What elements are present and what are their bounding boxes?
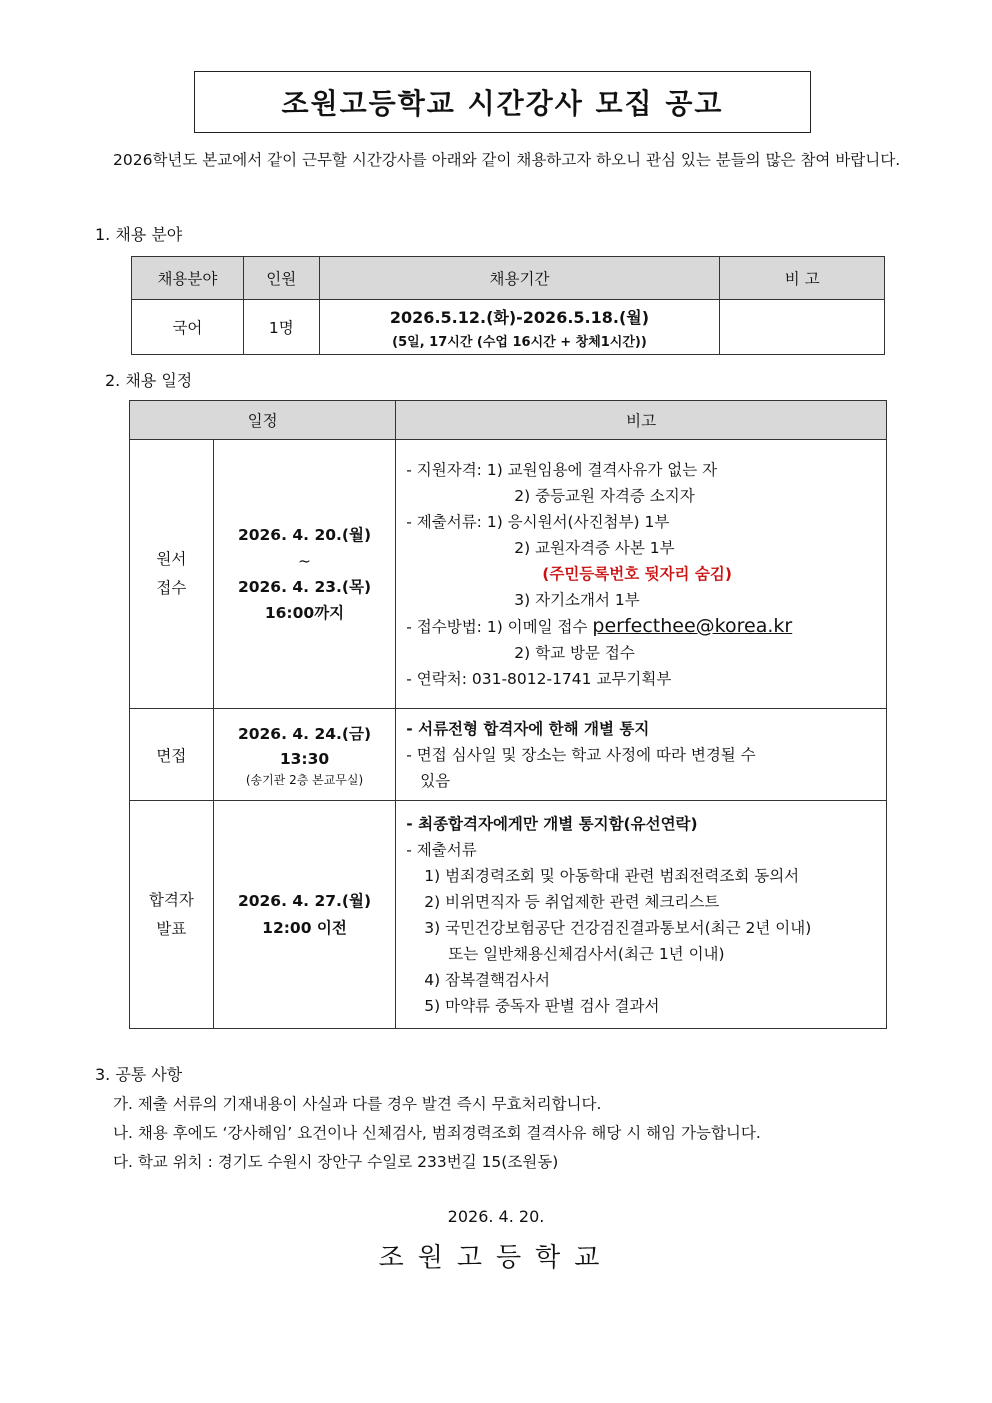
application-date [213,440,396,709]
application-line-id-notice: (주민등록번호 뒷자리 숨김) [542,564,732,583]
result-line-4: 2) 비위면직자 등 취업제한 관련 체크리스트 [424,892,720,911]
page-title-text: 조원고등학교 시간강사 모집 공고 [281,87,724,120]
application-line-documents: - 제출서류: 1) 응시원서(사진첨부) 1부 [406,512,670,531]
application-line-documents3: 3) 자기소개서 1부 [514,590,640,609]
result-date-text: 2026. 4. 27.(월) [237,891,372,910]
result-label-line2: 발표 [156,919,187,938]
common-notes [113,1090,761,1177]
result-line-7: 4) 잠복결핵검사서 [424,970,550,989]
application-method-text: - 접수방법: 1) 이메일 접수 [406,617,588,636]
header-schedule: 일정 [130,401,396,440]
section3-heading: 3. 공통 사항 [95,1065,183,1084]
period-detail: (5일, 17시간 (수업 16시간 + 창체1시간)) [392,334,647,350]
email-link[interactable]: perfecthee@korea.kr [592,614,793,637]
application-date-tilde: ~ [298,552,311,570]
application-label-line2: 접수 [156,579,187,597]
cell-note [720,300,885,355]
interview-line-3: 있음 [420,771,451,790]
application-date-end: 2026. 4. 23.(목) [237,578,372,596]
cell-period [319,300,720,355]
school-name: 조원고등학교 [378,1243,614,1273]
result-line-8: 5) 마약류 중독자 판별 검사 결과서 [424,996,660,1015]
header-field: 채용분야 [132,257,244,300]
cell-count: 1명 [243,300,319,355]
result-line-1: - 최종합격자에게만 개별 통지함(유선연락) [406,814,698,833]
result-label [130,801,214,1029]
period-dates: 2026.5.12.(화)-2026.5.18.(월) [389,307,650,327]
result-label-line1: 합격자 [148,890,194,909]
note-item-ga: 가. 제출 서류의 기재내용이 사실과 다를 경우 발견 즉시 무효처리합니다. [113,1095,602,1113]
application-time: 16:00까지 [264,604,345,622]
page-title [194,71,811,133]
section2-heading: 2. 채용 일정 [105,371,193,390]
result-date [213,801,396,1029]
interview-label: 면접 [130,709,214,801]
intro-paragraph: 2026학년도 본교에서 같이 근무할 시간강사를 아래와 같이 채용하고자 하오니 관심 있는 분들의 많은 참여 바랍니다. [113,151,901,169]
cell-field: 국어 [132,300,244,355]
announcement-date: 2026. 4. 20. [447,1207,545,1226]
interview-date-text: 2026. 4. 24.(금) [237,724,372,743]
application-remarks [396,440,887,709]
header-period: 채용기간 [319,257,720,300]
result-line-5: 3) 국민건강보험공단 건강검진결과통보서(최근 2년 이내) [424,918,812,937]
application-line-qualification2: 2) 중등교원 자격증 소지자 [514,486,695,505]
application-label-line1: 원서 [156,550,187,568]
interview-line-2: - 면접 심사일 및 장소는 학교 사정에 따라 변경될 수 [406,745,756,764]
interview-date [213,709,396,801]
application-line-contact: - 연락처: 031-8012-1741 교무기획부 [406,669,672,688]
header-count: 인원 [243,257,319,300]
result-line-6: 또는 일반채용신체검사서(최근 1년 이내) [448,944,725,963]
interview-place: (송기관 2층 본교무실) [245,772,364,787]
interview-line-1: - 서류전형 합격자에 한해 개별 통지 [406,719,650,738]
recruitment-field-table [131,256,885,355]
application-line-documents2: 2) 교원자격증 사본 1부 [514,538,675,557]
result-line-3: 1) 범죄경력조회 및 아동학대 관련 범죄전력조회 동의서 [424,866,800,885]
application-date-start: 2026. 4. 20.(월) [237,526,372,544]
result-remarks [396,801,887,1029]
application-line-method2: 2) 학교 방문 접수 [514,643,635,662]
note-item-da: 다. 학교 위치 : 경기도 수원시 장안구 수일로 233번길 15(조원동) [113,1153,559,1171]
result-time: 12:00 이전 [262,918,347,937]
header-remarks: 비고 [396,401,887,440]
application-line-method [406,613,886,640]
application-label [130,440,214,709]
note-item-na: 나. 채용 후에도 ‘강사해임’ 요건이나 신체검사, 범죄경력조회 결격사유 해당 시 해임 가능합니다. [113,1124,761,1142]
section1-heading: 1. 채용 분야 [95,225,183,244]
header-note: 비 고 [720,257,885,300]
application-line-qualification: - 지원자격: 1) 교원임용에 결격사유가 없는 자 [406,460,718,479]
result-line-2: - 제출서류 [406,840,477,859]
schedule-table [129,400,887,1029]
interview-remarks [396,709,887,801]
interview-time: 13:30 [279,749,330,768]
